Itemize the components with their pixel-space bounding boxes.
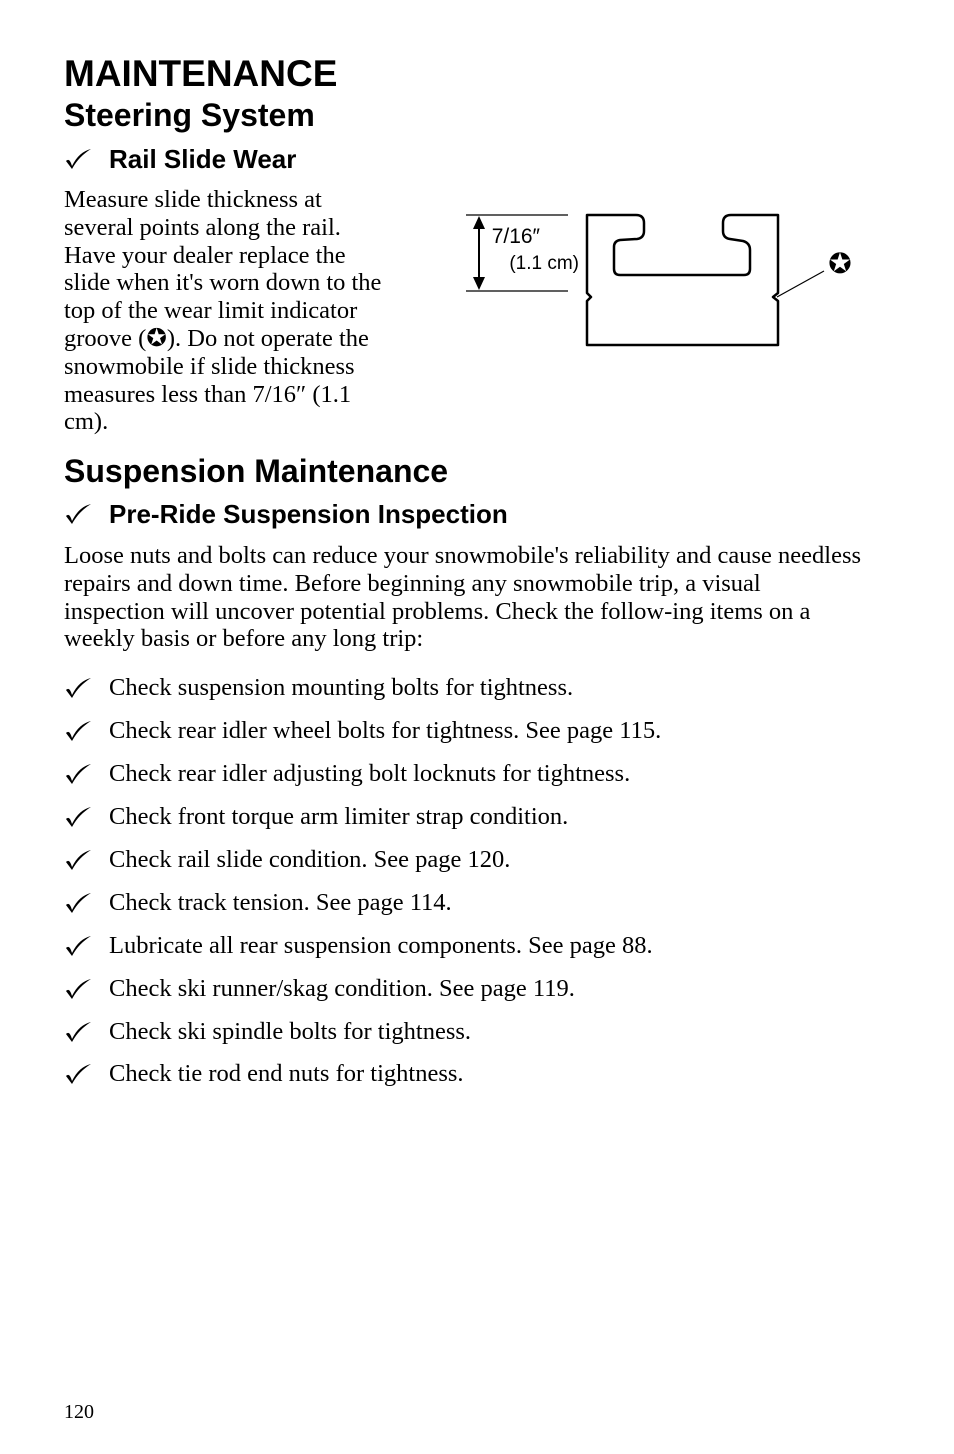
dimension-arrow-up-icon bbox=[473, 216, 485, 229]
check-mark-icon bbox=[64, 977, 92, 1001]
list-item-text: Check rail slide condition. See page 120. bbox=[109, 846, 511, 873]
list-item-text: Check tie rod end nuts for tightness. bbox=[109, 1060, 464, 1088]
callout-leader-line bbox=[777, 271, 824, 297]
list-item bbox=[64, 667, 884, 710]
suspension-intro-paragraph: Loose nuts and bolts can reduce your snowmobile's reliability and cause needless repairs and down time. Before beginning any snowmobile trip, a visual inspection will uncover potential problems. Check the follow-ing items on a weekly basis or before any long trip: bbox=[64, 542, 862, 653]
subsection-title-suspension-maintenance: Suspension Maintenance bbox=[64, 453, 449, 489]
check-mark-icon bbox=[64, 1062, 92, 1086]
list-item-text: Check ski runner/skag condition. See page 119. bbox=[109, 974, 575, 1002]
subsection-title-steering-system: Steering System bbox=[64, 97, 315, 133]
page-number: 120 bbox=[64, 1401, 94, 1423]
inspection-checklist bbox=[64, 667, 884, 1096]
check-mark-icon bbox=[64, 805, 92, 829]
check-mark-icon bbox=[64, 848, 92, 872]
list-item bbox=[64, 881, 884, 924]
circled-star-icon: ✪ bbox=[828, 249, 852, 280]
check-mark-icon bbox=[64, 147, 92, 171]
heading-rail-slide-wear bbox=[64, 143, 296, 175]
rail-slide-profile bbox=[587, 215, 778, 345]
rail-slide-diagram bbox=[460, 205, 860, 355]
check-mark-icon bbox=[64, 719, 92, 743]
dimension-arrow-down-icon bbox=[473, 277, 485, 290]
heading-pre-ride-suspension-inspection bbox=[64, 498, 508, 530]
list-item-text: Check ski spindle bolts for tightness. bbox=[109, 1017, 472, 1045]
rail-slide-paragraph bbox=[64, 186, 394, 436]
heading-rail-slide-wear-text: Rail Slide Wear bbox=[109, 144, 297, 174]
list-item-text: Check front torque arm limiter strap condition. bbox=[109, 803, 569, 831]
list-item-text: Lubricate all rear suspension components. See page 88. bbox=[109, 931, 653, 959]
list-item bbox=[64, 839, 884, 882]
dimension-metric-label: (1.1 cm) bbox=[509, 253, 579, 274]
list-item bbox=[64, 967, 884, 1010]
check-mark-icon bbox=[64, 762, 92, 786]
list-item bbox=[64, 924, 884, 967]
heading-pre-ride-text: Pre-Ride Suspension Inspection bbox=[109, 499, 508, 529]
list-item-text: Check rear idler wheel bolts for tightness. See page 115. bbox=[109, 717, 662, 745]
list-item-text: Check suspension mounting bolts for tightness. bbox=[109, 674, 574, 702]
circled-star-icon: ✪ bbox=[146, 324, 167, 352]
rail-slide-text-part-1: Measure slide thickness at several points along the rail. Have your dealer replace the slide when it's worn down to the top of the wear limit indicator groove ( bbox=[64, 186, 382, 352]
list-item bbox=[64, 1053, 884, 1096]
check-mark-icon bbox=[64, 891, 92, 915]
check-mark-icon bbox=[64, 502, 92, 526]
check-mark-icon bbox=[64, 676, 92, 700]
list-item-text: Check rear idler adjusting bolt locknuts for tightness. bbox=[109, 760, 631, 788]
list-item-text: Check track tension. See page 114. bbox=[109, 888, 452, 916]
list-item bbox=[64, 796, 884, 839]
section-title: MAINTENANCE bbox=[64, 53, 338, 94]
dimension-imperial-label: 7/16″ bbox=[491, 225, 540, 248]
list-item bbox=[64, 753, 884, 796]
rail-slide-text-part-2: ). Do not operate the snowmobile if slide thickness measures less than 7/16″ (1.1 cm). bbox=[64, 324, 369, 436]
list-item bbox=[64, 710, 884, 753]
list-item bbox=[64, 1010, 884, 1053]
check-mark-icon bbox=[64, 934, 92, 958]
check-mark-icon bbox=[64, 1020, 92, 1044]
